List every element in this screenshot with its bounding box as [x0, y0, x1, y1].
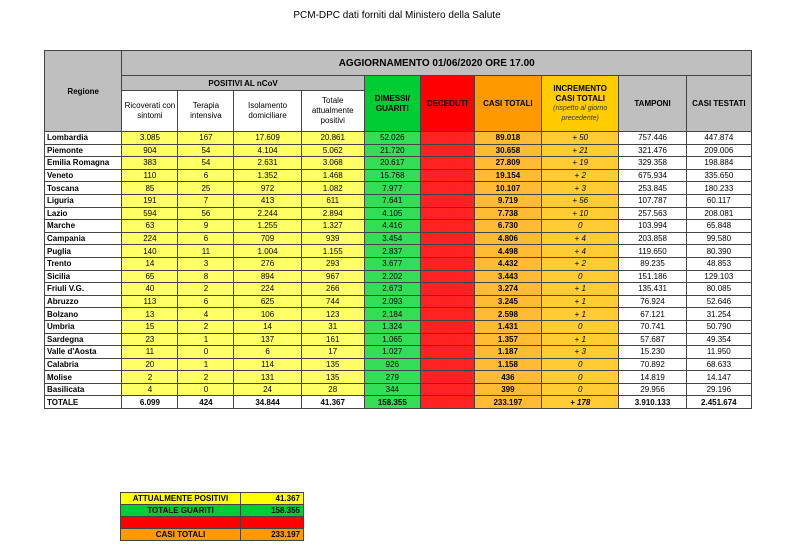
table-row: [45, 182, 752, 195]
cell-terapia: 167: [178, 132, 234, 145]
header-totale-positivi: Totale attualmente positivi: [301, 91, 364, 132]
header-incremento: [542, 76, 619, 132]
summary-table: [120, 492, 304, 541]
cell-casi: 436: [474, 371, 541, 384]
cell-testati: 31.254: [686, 308, 751, 321]
cell-dimessi: 7.977: [364, 182, 420, 195]
cell-regione: Veneto: [45, 169, 122, 182]
cell-totale: 266: [301, 283, 364, 296]
cell-dimessi: 158.355: [364, 396, 420, 409]
cell-casi: 1.357: [474, 333, 541, 346]
cell-terapia: 424: [178, 396, 234, 409]
cell-deceduti: 27: [420, 383, 474, 396]
summary-label: CASI TOTALI: [121, 529, 241, 541]
header-ricoverati: Ricoverati con sintomi: [122, 91, 178, 132]
cell-terapia: 4: [178, 308, 234, 321]
cell-totale: 123: [301, 308, 364, 321]
header-tamponi: TAMPONI: [619, 76, 686, 132]
cell-tamponi: 119.650: [619, 245, 686, 258]
header-casi-totali: CASI TOTALI: [474, 76, 541, 132]
cell-isolamento: 224: [234, 283, 301, 296]
cell-totale: 31: [301, 320, 364, 333]
cell-deceduti: 335: [420, 283, 474, 296]
table-row: [45, 144, 752, 157]
cell-dimessi: 279: [364, 371, 420, 384]
summary-row: [121, 517, 304, 529]
cell-dimessi: 1.027: [364, 346, 420, 359]
summary-label: TOTALE DECEDUTI: [121, 517, 241, 529]
cell-testati: 99.580: [686, 232, 751, 245]
summary-row: [121, 505, 304, 517]
cell-ricoverati: 63: [122, 220, 178, 233]
cell-tamponi: 135.431: [619, 283, 686, 296]
cell-deceduti: 987: [420, 220, 474, 233]
cell-incremento: + 21: [542, 144, 619, 157]
cell-isolamento: 4.104: [234, 144, 301, 157]
cell-testati: 80.085: [686, 283, 751, 296]
cell-casi: 19.154: [474, 169, 541, 182]
cell-totale: 5.062: [301, 144, 364, 157]
cell-deceduti: 97: [420, 358, 474, 371]
header-terapia: Terapia intensiva: [178, 91, 234, 132]
cell-testati: 52.646: [686, 295, 751, 308]
cell-regione: Sicilia: [45, 270, 122, 283]
cell-incremento: 0: [542, 270, 619, 283]
cell-incremento: 0: [542, 320, 619, 333]
cell-ricoverati: 15: [122, 320, 178, 333]
cell-incremento: + 50: [542, 132, 619, 145]
cell-casi: 3.443: [474, 270, 541, 283]
cell-deceduti: 291: [420, 308, 474, 321]
cell-regione: Friuli V.G.: [45, 283, 122, 296]
cell-ricoverati: 20: [122, 358, 178, 371]
totals-row: [45, 396, 752, 409]
cell-dimessi: 3.454: [364, 232, 420, 245]
cell-dimessi: 4.105: [364, 207, 420, 220]
header-incremento-note: (rispetto al giorno precedente): [553, 104, 608, 122]
cell-terapia: 7: [178, 194, 234, 207]
cell-deceduti: 4.124: [420, 157, 474, 170]
cell-totale: 2.894: [301, 207, 364, 220]
cell-dimessi: 2.202: [364, 270, 420, 283]
cell-totale: 3.068: [301, 157, 364, 170]
cell-terapia: 6: [178, 232, 234, 245]
cell-casi: 9.719: [474, 194, 541, 207]
cell-tamponi: 329.358: [619, 157, 686, 170]
cell-incremento: + 19: [542, 157, 619, 170]
cell-testati: 50.790: [686, 320, 751, 333]
cell-dimessi: 1.324: [364, 320, 420, 333]
cell-testati: 180.233: [686, 182, 751, 195]
cell-totale: 17: [301, 346, 364, 359]
cell-incremento: + 10: [542, 207, 619, 220]
cell-tamponi: 321.476: [619, 144, 686, 157]
cell-dimessi: 1.065: [364, 333, 420, 346]
cell-tamponi: 70.892: [619, 358, 686, 371]
cell-testati: 447.874: [686, 132, 751, 145]
cell-deceduti: 16.131: [420, 132, 474, 145]
cell-terapia: 25: [178, 182, 234, 195]
cell-tamponi: 29.956: [619, 383, 686, 396]
table-row: [45, 283, 752, 296]
cell-deceduti: 274: [420, 270, 474, 283]
cell-terapia: 54: [178, 144, 234, 157]
table-row: [45, 220, 752, 233]
cell-casi: 2.598: [474, 308, 541, 321]
cell-totale: 28: [301, 383, 364, 396]
table-row: [45, 270, 752, 283]
header-isolamento: Isolamento domiciliare: [234, 91, 301, 132]
cell-casi: 6.730: [474, 220, 541, 233]
cell-isolamento: 709: [234, 232, 301, 245]
cell-isolamento: 14: [234, 320, 301, 333]
cell-regione: Sardegna: [45, 333, 122, 346]
table-title: AGGIORNAMENTO 01/06/2020 ORE 17.00: [122, 51, 752, 76]
cell-tamponi: 14.819: [619, 371, 686, 384]
cell-dimessi: 15.768: [364, 169, 420, 182]
cell-terapia: 11: [178, 245, 234, 258]
cell-terapia: 6: [178, 169, 234, 182]
cell-incremento: 0: [542, 383, 619, 396]
cell-regione: Molise: [45, 371, 122, 384]
cell-casi: 89.018: [474, 132, 541, 145]
table-row: [45, 333, 752, 346]
cell-tamponi: 67.121: [619, 308, 686, 321]
cell-testati: 11.950: [686, 346, 751, 359]
cell-deceduti: 413: [420, 232, 474, 245]
cell-casi: 3.274: [474, 283, 541, 296]
cell-totale: 293: [301, 257, 364, 270]
cell-ricoverati: 904: [122, 144, 178, 157]
cell-casi: 27.809: [474, 157, 541, 170]
cell-terapia: 6: [178, 295, 234, 308]
cell-terapia: 2: [178, 320, 234, 333]
cell-dimessi: 3.677: [364, 257, 420, 270]
cell-tamponi: 253.845: [619, 182, 686, 195]
cell-isolamento: 137: [234, 333, 301, 346]
cell-isolamento: 6: [234, 346, 301, 359]
cell-terapia: 54: [178, 157, 234, 170]
table-row: [45, 295, 752, 308]
cell-deceduti: 408: [420, 295, 474, 308]
cell-deceduti: 1.918: [420, 169, 474, 182]
cell-terapia: 2: [178, 371, 234, 384]
header-positivi: POSITIVI AL nCoV: [122, 76, 364, 91]
cell-deceduti: 739: [420, 207, 474, 220]
table-row: [45, 194, 752, 207]
header-casi-testati: CASI TESTATI: [686, 76, 751, 132]
summary-row: [121, 493, 304, 505]
cell-regione: TOTALE: [45, 396, 122, 409]
cell-regione: Calabria: [45, 358, 122, 371]
cell-tamponi: 89.235: [619, 257, 686, 270]
cell-regione: Lazio: [45, 207, 122, 220]
cell-isolamento: 972: [234, 182, 301, 195]
cell-deceduti: 143: [420, 346, 474, 359]
cell-totale: 1.082: [301, 182, 364, 195]
cell-deceduti: 76: [420, 320, 474, 333]
cell-isolamento: 106: [234, 308, 301, 321]
cell-terapia: 2: [178, 283, 234, 296]
cell-ricoverati: 383: [122, 157, 178, 170]
cell-incremento: + 1: [542, 295, 619, 308]
cell-isolamento: 2.244: [234, 207, 301, 220]
cell-ricoverati: 2: [122, 371, 178, 384]
cell-dimessi: 2.184: [364, 308, 420, 321]
cell-tamponi: 107.787: [619, 194, 686, 207]
cell-ricoverati: 113: [122, 295, 178, 308]
cell-isolamento: 894: [234, 270, 301, 283]
cell-regione: Bolzano: [45, 308, 122, 321]
table-row: [45, 169, 752, 182]
cell-totale: 1.468: [301, 169, 364, 182]
cell-ricoverati: 14: [122, 257, 178, 270]
cell-tamponi: 151.186: [619, 270, 686, 283]
cell-regione: Puglia: [45, 245, 122, 258]
cell-totale: 161: [301, 333, 364, 346]
cell-incremento: + 2: [542, 257, 619, 270]
cell-casi: 1.431: [474, 320, 541, 333]
cell-dimessi: 2.837: [364, 245, 420, 258]
cell-casi: 30.658: [474, 144, 541, 157]
cell-ricoverati: 3.085: [122, 132, 178, 145]
cell-terapia: 3: [178, 257, 234, 270]
cell-tamponi: 57.687: [619, 333, 686, 346]
cell-incremento: + 3: [542, 346, 619, 359]
cell-dimessi: 20.617: [364, 157, 420, 170]
cell-dimessi: 344: [364, 383, 420, 396]
cell-testati: 80.390: [686, 245, 751, 258]
cell-terapia: 9: [178, 220, 234, 233]
table-row: [45, 383, 752, 396]
header-deceduti: DECEDUTI: [420, 76, 474, 132]
cell-deceduti: 22: [420, 371, 474, 384]
cell-testati: 129.103: [686, 270, 751, 283]
cell-ricoverati: 594: [122, 207, 178, 220]
header-incremento-label: INCREMENTO CASI TOTALI: [553, 83, 608, 103]
cell-regione: Emilia Romagna: [45, 157, 122, 170]
cell-tamponi: 15.230: [619, 346, 686, 359]
cell-terapia: 1: [178, 333, 234, 346]
cell-deceduti: 462: [420, 257, 474, 270]
cell-isolamento: 24: [234, 383, 301, 396]
cell-regione: Valle d'Aosta: [45, 346, 122, 359]
cell-casi: 7.738: [474, 207, 541, 220]
table-row: [45, 232, 752, 245]
cell-testati: 198.884: [686, 157, 751, 170]
cell-isolamento: 1.255: [234, 220, 301, 233]
cell-tamponi: 757.446: [619, 132, 686, 145]
cell-regione: Umbria: [45, 320, 122, 333]
cell-totale: 135: [301, 371, 364, 384]
cell-isolamento: 114: [234, 358, 301, 371]
cell-ricoverati: 65: [122, 270, 178, 283]
cell-regione: Marche: [45, 220, 122, 233]
cell-casi: 10.107: [474, 182, 541, 195]
cell-dimessi: 2.093: [364, 295, 420, 308]
cell-incremento: 0: [542, 220, 619, 233]
cell-deceduti: 506: [420, 245, 474, 258]
cell-ricoverati: 4: [122, 383, 178, 396]
cell-tamponi: 257.563: [619, 207, 686, 220]
cell-incremento: 0: [542, 371, 619, 384]
cell-regione: Campania: [45, 232, 122, 245]
summary-row: [121, 529, 304, 541]
cell-ricoverati: 191: [122, 194, 178, 207]
cell-regione: Basilicata: [45, 383, 122, 396]
cell-tamponi: 76.924: [619, 295, 686, 308]
cell-tamponi: 203.858: [619, 232, 686, 245]
summary-label: ATTUALMENTE POSITIVI: [121, 493, 241, 505]
cell-isolamento: 625: [234, 295, 301, 308]
cell-testati: 29.196: [686, 383, 751, 396]
table-row: [45, 257, 752, 270]
table-row: [45, 245, 752, 258]
cell-incremento: + 178: [542, 396, 619, 409]
cell-testati: 65.848: [686, 220, 751, 233]
cell-dimessi: 7.641: [364, 194, 420, 207]
cell-isolamento: 131: [234, 371, 301, 384]
cell-ricoverati: 110: [122, 169, 178, 182]
table-row: [45, 157, 752, 170]
cell-totale: 1.327: [301, 220, 364, 233]
cell-incremento: 0: [542, 358, 619, 371]
summary-value: 33.475: [241, 517, 304, 529]
cell-casi: 3.245: [474, 295, 541, 308]
cell-totale: 611: [301, 194, 364, 207]
cell-regione: Trento: [45, 257, 122, 270]
table-row: [45, 358, 752, 371]
table-row: [45, 346, 752, 359]
table-row: [45, 308, 752, 321]
cell-ricoverati: 23: [122, 333, 178, 346]
cell-incremento: + 4: [542, 245, 619, 258]
cell-dimessi: 926: [364, 358, 420, 371]
cell-regione: Lombardia: [45, 132, 122, 145]
cell-testati: 60.117: [686, 194, 751, 207]
cell-tamponi: 3.910.133: [619, 396, 686, 409]
cell-regione: Abruzzo: [45, 295, 122, 308]
cell-incremento: + 1: [542, 283, 619, 296]
summary-value: 41.367: [241, 493, 304, 505]
cell-totale: 744: [301, 295, 364, 308]
cell-ricoverati: 224: [122, 232, 178, 245]
cell-totale: 20.861: [301, 132, 364, 145]
cell-deceduti: 3.876: [420, 144, 474, 157]
cell-totale: 939: [301, 232, 364, 245]
cell-terapia: 0: [178, 383, 234, 396]
cell-incremento: + 1: [542, 333, 619, 346]
table-row: [45, 371, 752, 384]
cell-testati: 2.451.674: [686, 396, 751, 409]
cell-incremento: + 1: [542, 308, 619, 321]
page-title: PCM-DPC dati forniti dal Ministero della Salute: [293, 10, 501, 21]
cell-testati: 208.081: [686, 207, 751, 220]
cell-isolamento: 413: [234, 194, 301, 207]
cell-incremento: + 3: [542, 182, 619, 195]
cell-ricoverati: 40: [122, 283, 178, 296]
header-dimessi: DIMESSI/ GUARITI: [364, 76, 420, 132]
table-row: [45, 207, 752, 220]
summary-value: 233.197: [241, 529, 304, 541]
cell-casi: 399: [474, 383, 541, 396]
cell-casi: 1.158: [474, 358, 541, 371]
cell-regione: Liguria: [45, 194, 122, 207]
cell-dimessi: 2.673: [364, 283, 420, 296]
cell-isolamento: 1.352: [234, 169, 301, 182]
cell-isolamento: 2.631: [234, 157, 301, 170]
cell-ricoverati: 6.099: [122, 396, 178, 409]
summary-label: TOTALE GUARITI: [121, 505, 241, 517]
cell-terapia: 8: [178, 270, 234, 283]
cell-testati: 14.147: [686, 371, 751, 384]
cell-deceduti: 33.475: [420, 396, 474, 409]
cell-terapia: 56: [178, 207, 234, 220]
cell-casi: 4.806: [474, 232, 541, 245]
cell-dimessi: 4.416: [364, 220, 420, 233]
cell-deceduti: 131: [420, 333, 474, 346]
cell-tamponi: 103.994: [619, 220, 686, 233]
cell-tamponi: 675.934: [619, 169, 686, 182]
cell-incremento: + 2: [542, 169, 619, 182]
cell-testati: 209.006: [686, 144, 751, 157]
cell-ricoverati: 85: [122, 182, 178, 195]
summary-value: 158.355: [241, 505, 304, 517]
cell-casi: 4.498: [474, 245, 541, 258]
cell-regione: Piemonte: [45, 144, 122, 157]
cell-casi: 1.187: [474, 346, 541, 359]
cell-deceduti: 1.048: [420, 182, 474, 195]
cell-totale: 1.155: [301, 245, 364, 258]
cell-totale: 135: [301, 358, 364, 371]
cell-casi: 4.432: [474, 257, 541, 270]
cell-isolamento: 34.844: [234, 396, 301, 409]
cell-tamponi: 70.741: [619, 320, 686, 333]
cell-isolamento: 276: [234, 257, 301, 270]
cell-incremento: + 4: [542, 232, 619, 245]
cell-isolamento: 1.004: [234, 245, 301, 258]
cell-testati: 335.650: [686, 169, 751, 182]
table-row: [45, 132, 752, 145]
cell-totale: 41.367: [301, 396, 364, 409]
cell-testati: 48.853: [686, 257, 751, 270]
header-regione: Regione: [45, 51, 122, 132]
cell-dimessi: 52.026: [364, 132, 420, 145]
cell-deceduti: 1.467: [420, 194, 474, 207]
cell-ricoverati: 13: [122, 308, 178, 321]
covid-data-table: [44, 50, 752, 409]
cell-casi: 233.197: [474, 396, 541, 409]
cell-testati: 49.354: [686, 333, 751, 346]
cell-ricoverati: 11: [122, 346, 178, 359]
cell-regione: Toscana: [45, 182, 122, 195]
cell-isolamento: 17.609: [234, 132, 301, 145]
cell-incremento: + 56: [542, 194, 619, 207]
cell-terapia: 1: [178, 358, 234, 371]
cell-terapia: 0: [178, 346, 234, 359]
table-row: [45, 320, 752, 333]
cell-testati: 68.633: [686, 358, 751, 371]
cell-ricoverati: 140: [122, 245, 178, 258]
cell-totale: 967: [301, 270, 364, 283]
cell-dimessi: 21.720: [364, 144, 420, 157]
